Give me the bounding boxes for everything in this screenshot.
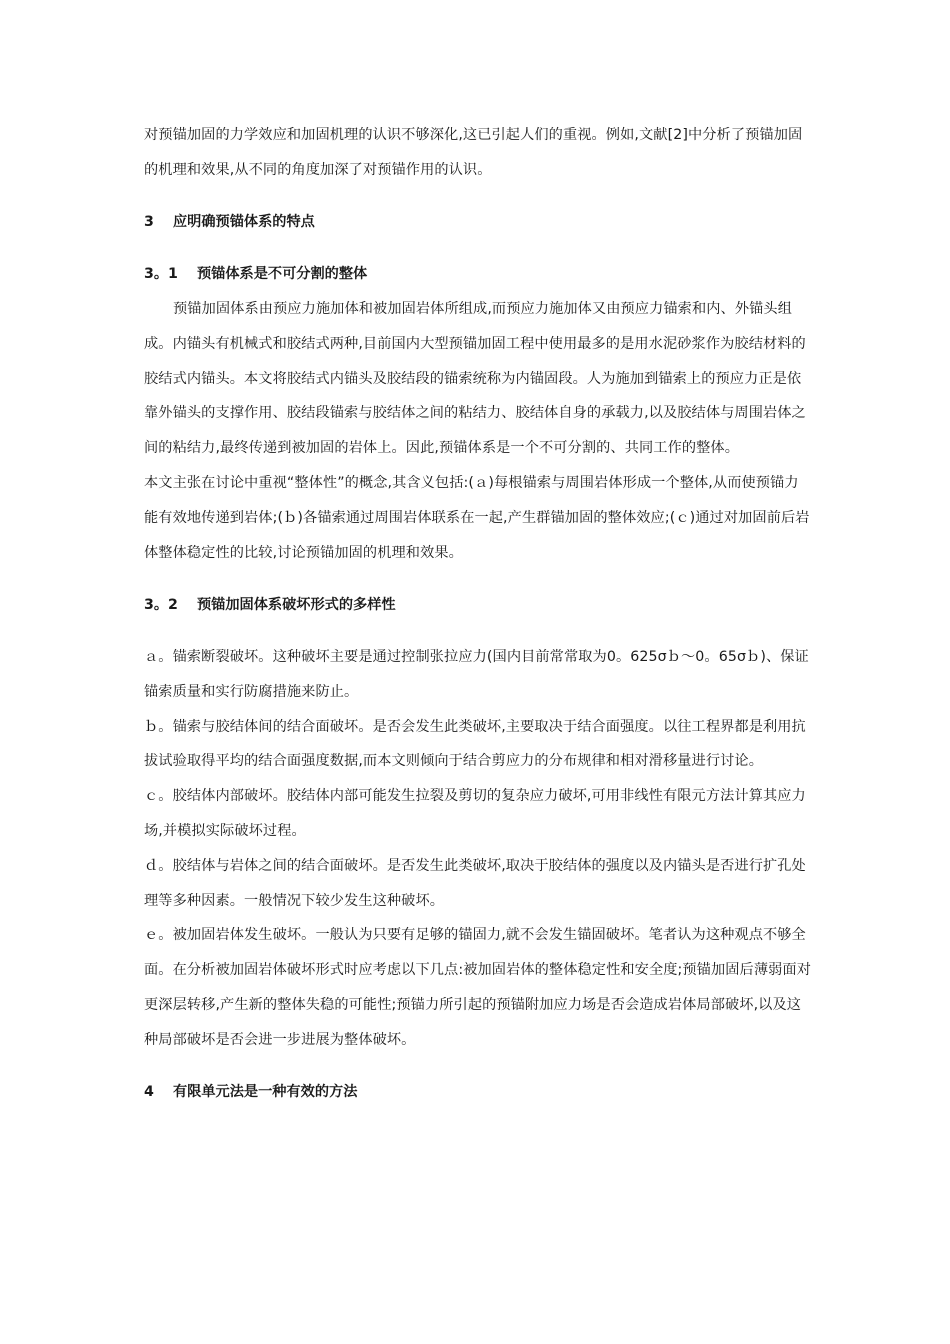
- section-3-2-heading: [144, 588, 812, 623]
- section-3-number: 3: [144, 213, 154, 230]
- failure-item-d: ｄ。胶结体与岩体之间的结合面破坏。是否发生此类破坏,取决于胶结体的强度以及内锚头是否进行扩孔处理等多种因素。一般情况下较少发生这种破坏。: [144, 857, 806, 909]
- section-3-1-number: 3。1: [144, 266, 178, 283]
- section-3-2-number: 3。2: [144, 596, 178, 613]
- failure-item-b: ｂ。锚索与胶结体间的结合面破坏。是否会发生此类破坏,主要取决于结合面强度。以往工程界都是利用抗拔试验取得平均的结合面强度数据,而本文则倾向于结合剪应力的分布规律和相对滑移量进行讨论。: [144, 718, 806, 770]
- section-3-1-paragraph-2: 本文主张在讨论中重视“整体性”的概念,其含义包括:(ａ)每根锚索与周围岩体形成一个整体,从而使预锚力能有效地传递到岩体;(ｂ)各锚索通过周围岩体联系在一起,产生群锚加固的整体效应;(ｃ)通过对加固前后岩体整体稳定性的比较,讨论预锚加固的机理和效果。: [144, 474, 810, 561]
- section-3-heading: [144, 205, 812, 240]
- section-4-number: 4: [144, 1083, 154, 1100]
- section-3-1-title: 预锚体系是不可分割的整体: [196, 266, 368, 283]
- section-3-1-paragraph-1: 预锚加固体系由预应力施加体和被加固岩体所组成,而预应力施加体又由预应力锚索和内、外锚头组成。内锚头有机械式和胶结式两种,目前国内大型预锚加固工程中使用最多的是用水泥砂浆作为胶结材料的胶结式内锚头。本文将胶结式内锚头及胶结段的锚索统称为内锚固段。人为施加到锚索上的预应力正是依靠外锚头的支撑作用、胶结段锚索与胶结体之间的粘结力、胶结体自身的承载力,以及胶结体与周围岩体之间的粘结力,最终传递到被加固的岩体上。因此,预锚体系是一个不可分割的、共同工作的整体。: [144, 300, 806, 457]
- section-3-title: 应明确预锚体系的特点: [172, 213, 315, 230]
- failure-item-e: ｅ。被加固岩体发生破坏。一般认为只要有足够的锚固力,就不会发生锚固破坏。笔者认为这种观点不够全面。在分析被加固岩体破坏形式时应考虑以下几点:被加固岩体的整体稳定性和安全度;预锚加固后薄弱面对更深层转移,产生新的整体失稳的可能性;预锚力所引起的预锚附加应力场是否会造成岩体局部破坏,以及这种局部破坏是否会进一步进展为整体破坏。: [144, 927, 811, 1048]
- section-4-heading: [144, 1075, 812, 1110]
- section-3-2-title: 预锚加固体系破坏形式的多样性: [196, 596, 396, 613]
- section-3-1-heading: [144, 257, 812, 292]
- document-page: [144, 118, 812, 1110]
- failure-item-c: ｃ。胶结体内部破坏。胶结体内部可能发生拉裂及剪切的复杂应力破坏,可用非线性有限元方法计算其应力场,并模拟实际破坏过程。: [144, 788, 806, 839]
- failure-item-a: ａ。锚索断裂破坏。这种破坏主要是通过控制张拉应力(国内目前常常取为0。625σｂ～0。65σｂ)、保证锚索质量和实行防腐措施来防止。: [144, 648, 809, 700]
- intro-paragraph: 对预锚加固的力学效应和加固机理的认识不够深化,这已引起人们的重视。例如,文献[2]中分析了预锚加固的机理和效果,从不同的角度加深了对预锚作用的认识。: [144, 127, 803, 178]
- section-4-title: 有限单元法是一种有效的方法: [172, 1083, 358, 1100]
